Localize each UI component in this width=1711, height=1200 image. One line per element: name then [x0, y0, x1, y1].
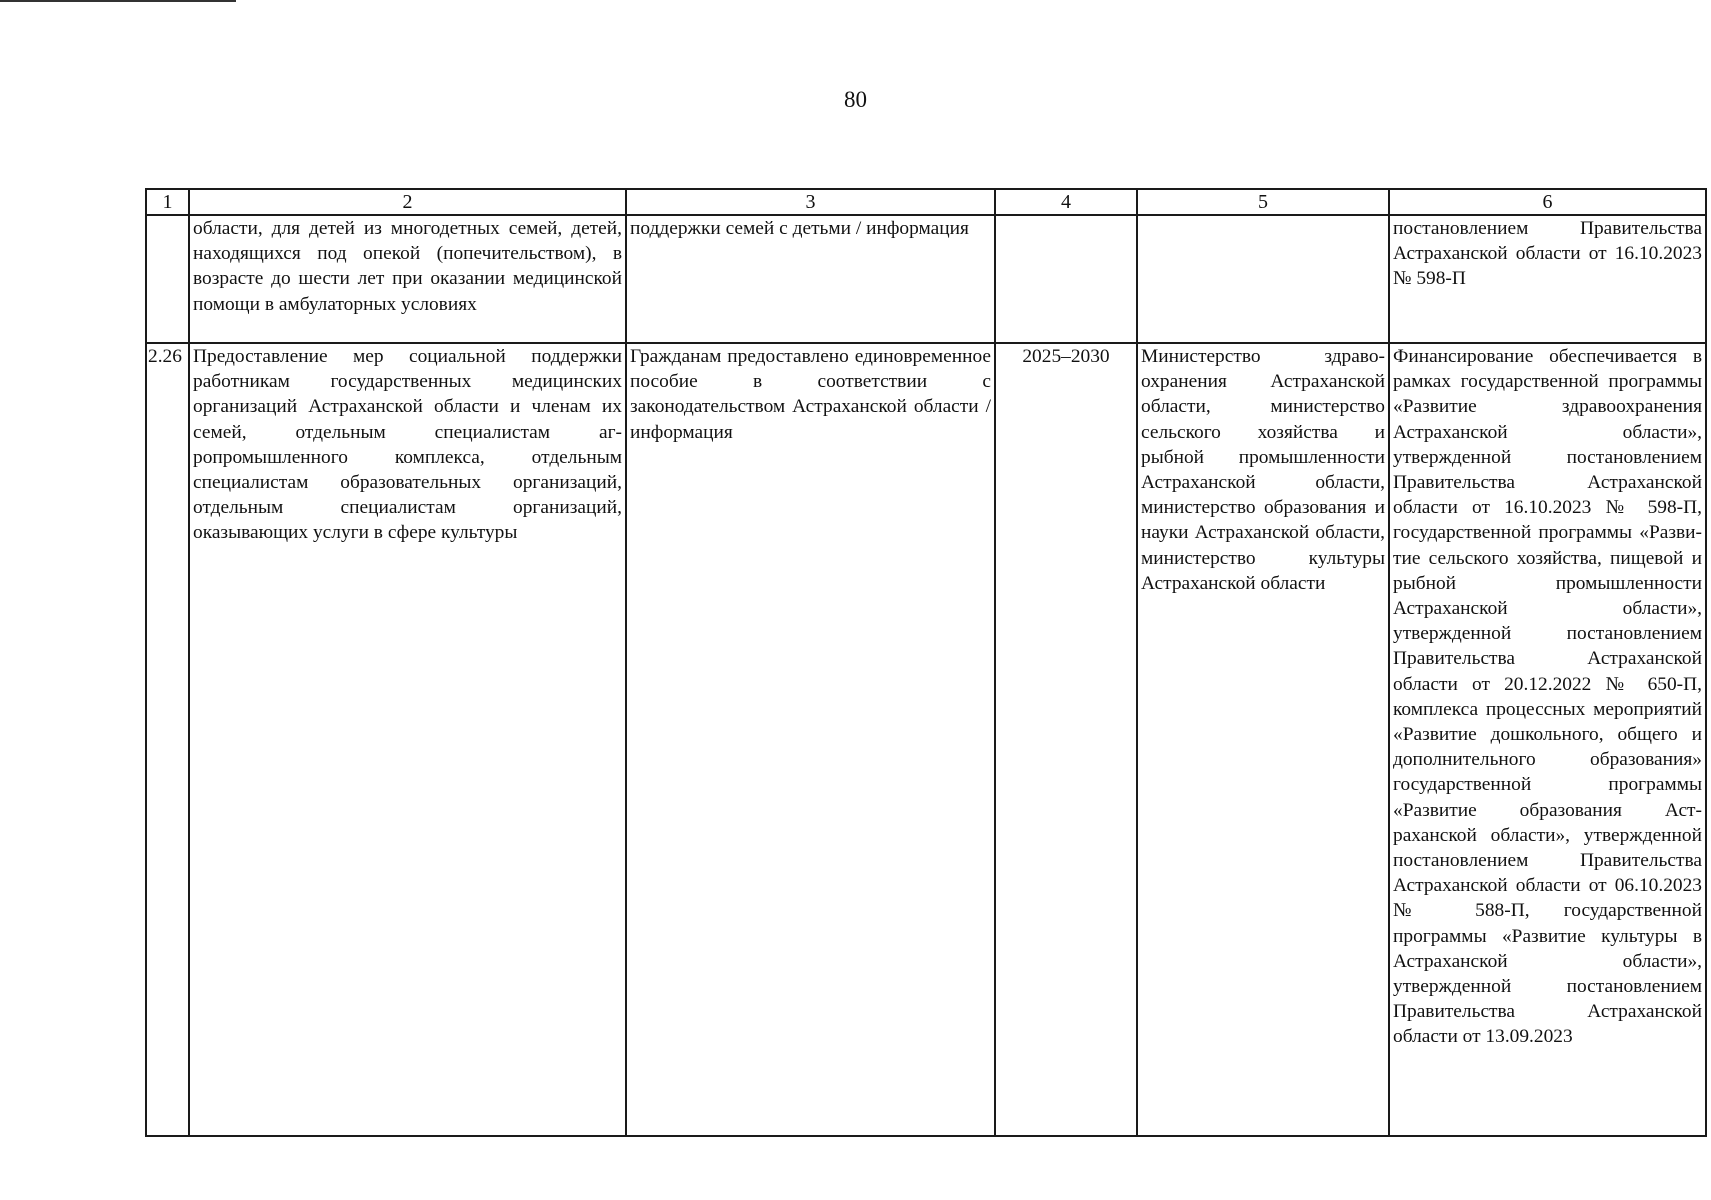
period-cell: 2025–2030: [995, 343, 1137, 1136]
column-header-6: 6: [1389, 189, 1706, 215]
table-row: [146, 343, 1706, 1136]
header-row: [146, 189, 1706, 215]
top-rule: [0, 0, 236, 2]
measures-table: [145, 188, 1707, 1137]
table-row: [146, 215, 1706, 343]
page-number: 80: [844, 87, 867, 112]
measure-cell: области, для детей из многодетных семей, детей, находящихся под опекой (попечительством), в возрасте до шести лет при оказании медицинской помощи в амбулаторных условиях: [189, 215, 626, 343]
result-cell: Гражданам предоставлено единовременное пособие в соответствии с законодательством Астраханской области / информация: [626, 343, 995, 1136]
column-header-5: 5: [1137, 189, 1389, 215]
table-body: [146, 215, 1706, 1136]
row-number-cell: 2.26: [146, 343, 189, 1136]
executor-cell: Министерство здравоохранения Астраханской области, министерство сельского хозяйства и рыбной промышленности Астраханской области, министерство образования и науки Астраханской области, министерство культуры Астраханской области: [1137, 343, 1389, 1136]
financing-cell: Финансирование обеспечивается в рамках государственной программы «Развитие здравоохранения Астраханской области», утвержденной постановлением Правительства Астраханской области от 16.10.2023 № 598-П, государственной программы «Развитие сельского хозяйства, пищевой и рыбной промышленности Астраханской области», утвержденной постановлением Правительства Астраханской области от 20.12.2022 № 650-П, комплекса процессных мероприятий «Развитие дошкольного, общего и дополнительного образования» государственной программы «Развитие образования Астраханской области», утвержденной постановлением Правительства Астраханской области от 06.10.2023 № 588-П, государственной программы «Развитие культуры в Астраханской области», утвержденной постановлением Правительства Астраханской области от 13.09.2023: [1389, 343, 1706, 1136]
column-header-1: 1: [146, 189, 189, 215]
row-number-cell: [146, 215, 189, 343]
column-header-3: 3: [626, 189, 995, 215]
executor-cell: [1137, 215, 1389, 343]
table-header: [146, 189, 1706, 215]
column-header-2: 2: [189, 189, 626, 215]
financing-cell: постановлением Правительства Астраханской области от 16.10.2023 № 598-П: [1389, 215, 1706, 343]
measure-cell: Предоставление мер социальной поддержки работникам государственных медицинских организаций Астраханской области и членам их семей, отдельным специалистам агропромышленного комплекса, отдельным специалистам образовательных организаций, отдельным специалистам организаций, оказывающих услуги в сфере культуры: [189, 343, 626, 1136]
result-cell: поддержки семей с детьми / информация: [626, 215, 995, 343]
period-cell: [995, 215, 1137, 343]
column-header-4: 4: [995, 189, 1137, 215]
